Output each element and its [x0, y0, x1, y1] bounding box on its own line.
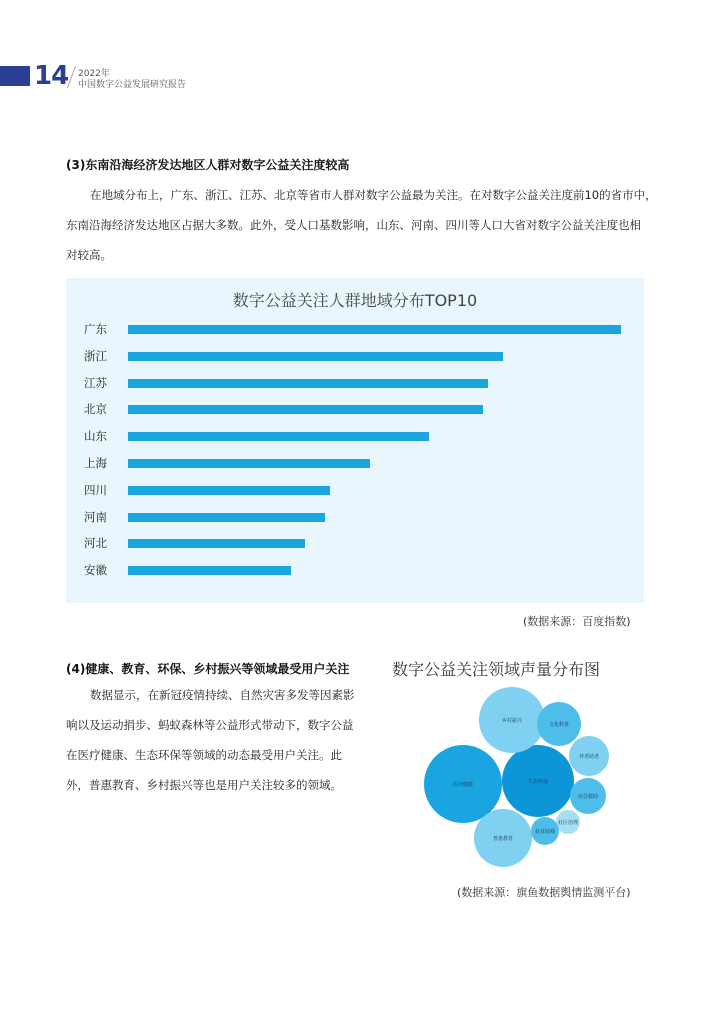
bar-row: [66, 373, 644, 393]
bar-row: [66, 533, 644, 553]
bar-mark: [128, 432, 429, 441]
section3-line-1: 在地域分布上，广东、浙江、江苏、北京等省市人群对数字公益最为关注。在对数字公益关注度前10的省市中，: [90, 188, 657, 202]
bar-mark: [128, 325, 621, 334]
bar-category-label: 河北: [84, 536, 107, 551]
bar-row: [66, 453, 644, 473]
topic-bubble-chart: [418, 684, 618, 874]
bar-category-label: 上海: [84, 456, 107, 470]
header-report-title: 中国数字公益发展研究报告: [78, 80, 187, 90]
bar-category-label: 四川: [84, 482, 107, 497]
section4-heading: (4)健康、教育、环保、乡村振兴等领域最受用户关注: [66, 662, 350, 676]
bar-mark: [128, 352, 503, 361]
bubble-label: 生态环保: [527, 779, 549, 785]
bubble-label: 医疗健康: [452, 782, 474, 788]
bar-mark: [128, 513, 325, 522]
bar-mark: [128, 459, 370, 468]
bar-category-label: 河南: [84, 509, 107, 524]
section3-line-2: 东南沿海经济发达地区占据大多数。此外，受人口基数影响，山东、河南、四川等人口大省对数字公益关注度也相: [66, 218, 641, 232]
bubble: [556, 810, 580, 834]
bar-mark: [128, 405, 483, 414]
bubble: [424, 745, 502, 823]
bar-row: [66, 399, 644, 419]
header-year: 2022年: [78, 69, 110, 79]
bar-category-label: 山东: [84, 429, 107, 444]
section4-line-1: 数据显示，在新冠疫情持续、自然灾害多发等因素影: [90, 688, 355, 702]
bar-category-label: 北京: [84, 402, 107, 417]
bar-mark: [128, 566, 291, 575]
section4-line-4: 外，普惠教育、乡村振兴等也是用户关注较多的领域。: [66, 778, 342, 792]
bubble: [531, 817, 559, 845]
region-bar-chart: [66, 278, 644, 603]
bubble-chart-title: 数字公益关注领域声量分布图: [392, 660, 601, 679]
bubble-label: 养老助老: [578, 754, 600, 760]
section4-line-3: 在医疗健康、生态环保等领域的动态最受用户关注。此: [66, 748, 342, 762]
section4-line-2: 响以及运动捐步、蚂蚁森林等公益形式带动下，数字公益: [66, 718, 354, 732]
section3-line-3: 对较高。: [66, 248, 112, 262]
bar-mark: [128, 379, 488, 388]
bar-row: [66, 507, 644, 527]
bubble: [569, 736, 609, 776]
bubble: [474, 809, 532, 867]
bubble-label: 社区治理: [557, 820, 579, 826]
bar-category-label: 浙江: [84, 348, 107, 363]
bar-category-label: 安徽: [84, 563, 107, 578]
bubble: [537, 702, 581, 746]
bubble-label: 普惠教育: [492, 836, 514, 842]
page-tab-marker: [0, 66, 30, 86]
bubble-label: 乡村振兴: [501, 718, 523, 724]
bar-category-label: 江苏: [84, 375, 107, 390]
bar-row: [66, 346, 644, 366]
section3-heading: (3)东南沿海经济发达地区人群对数字公益关注度较高: [66, 158, 350, 172]
bar-chart-title: 数字公益关注人群地域分布TOP10: [232, 291, 478, 310]
bar-mark: [128, 486, 330, 495]
bar-row: [66, 426, 644, 446]
bar-row: [66, 319, 644, 339]
bubble-label: 文化科普: [548, 722, 570, 728]
bar-mark: [128, 539, 305, 548]
bubble: [479, 687, 545, 753]
bar-chart-source: (数据来源：百度指数): [523, 615, 631, 628]
bubble-chart-source: (数据来源：旗鱼数据舆情监测平台): [457, 886, 631, 899]
bar-row: [66, 480, 644, 500]
header-divider: [67, 66, 76, 88]
bubble: [570, 778, 606, 814]
bubble: [502, 745, 574, 817]
bar-category-label: 广东: [84, 322, 107, 336]
bubble-label: 应急救助: [577, 794, 599, 800]
bubble-label: 扶贫助残: [534, 829, 556, 835]
page-number: 14: [34, 61, 69, 91]
bar-row: [66, 560, 644, 580]
